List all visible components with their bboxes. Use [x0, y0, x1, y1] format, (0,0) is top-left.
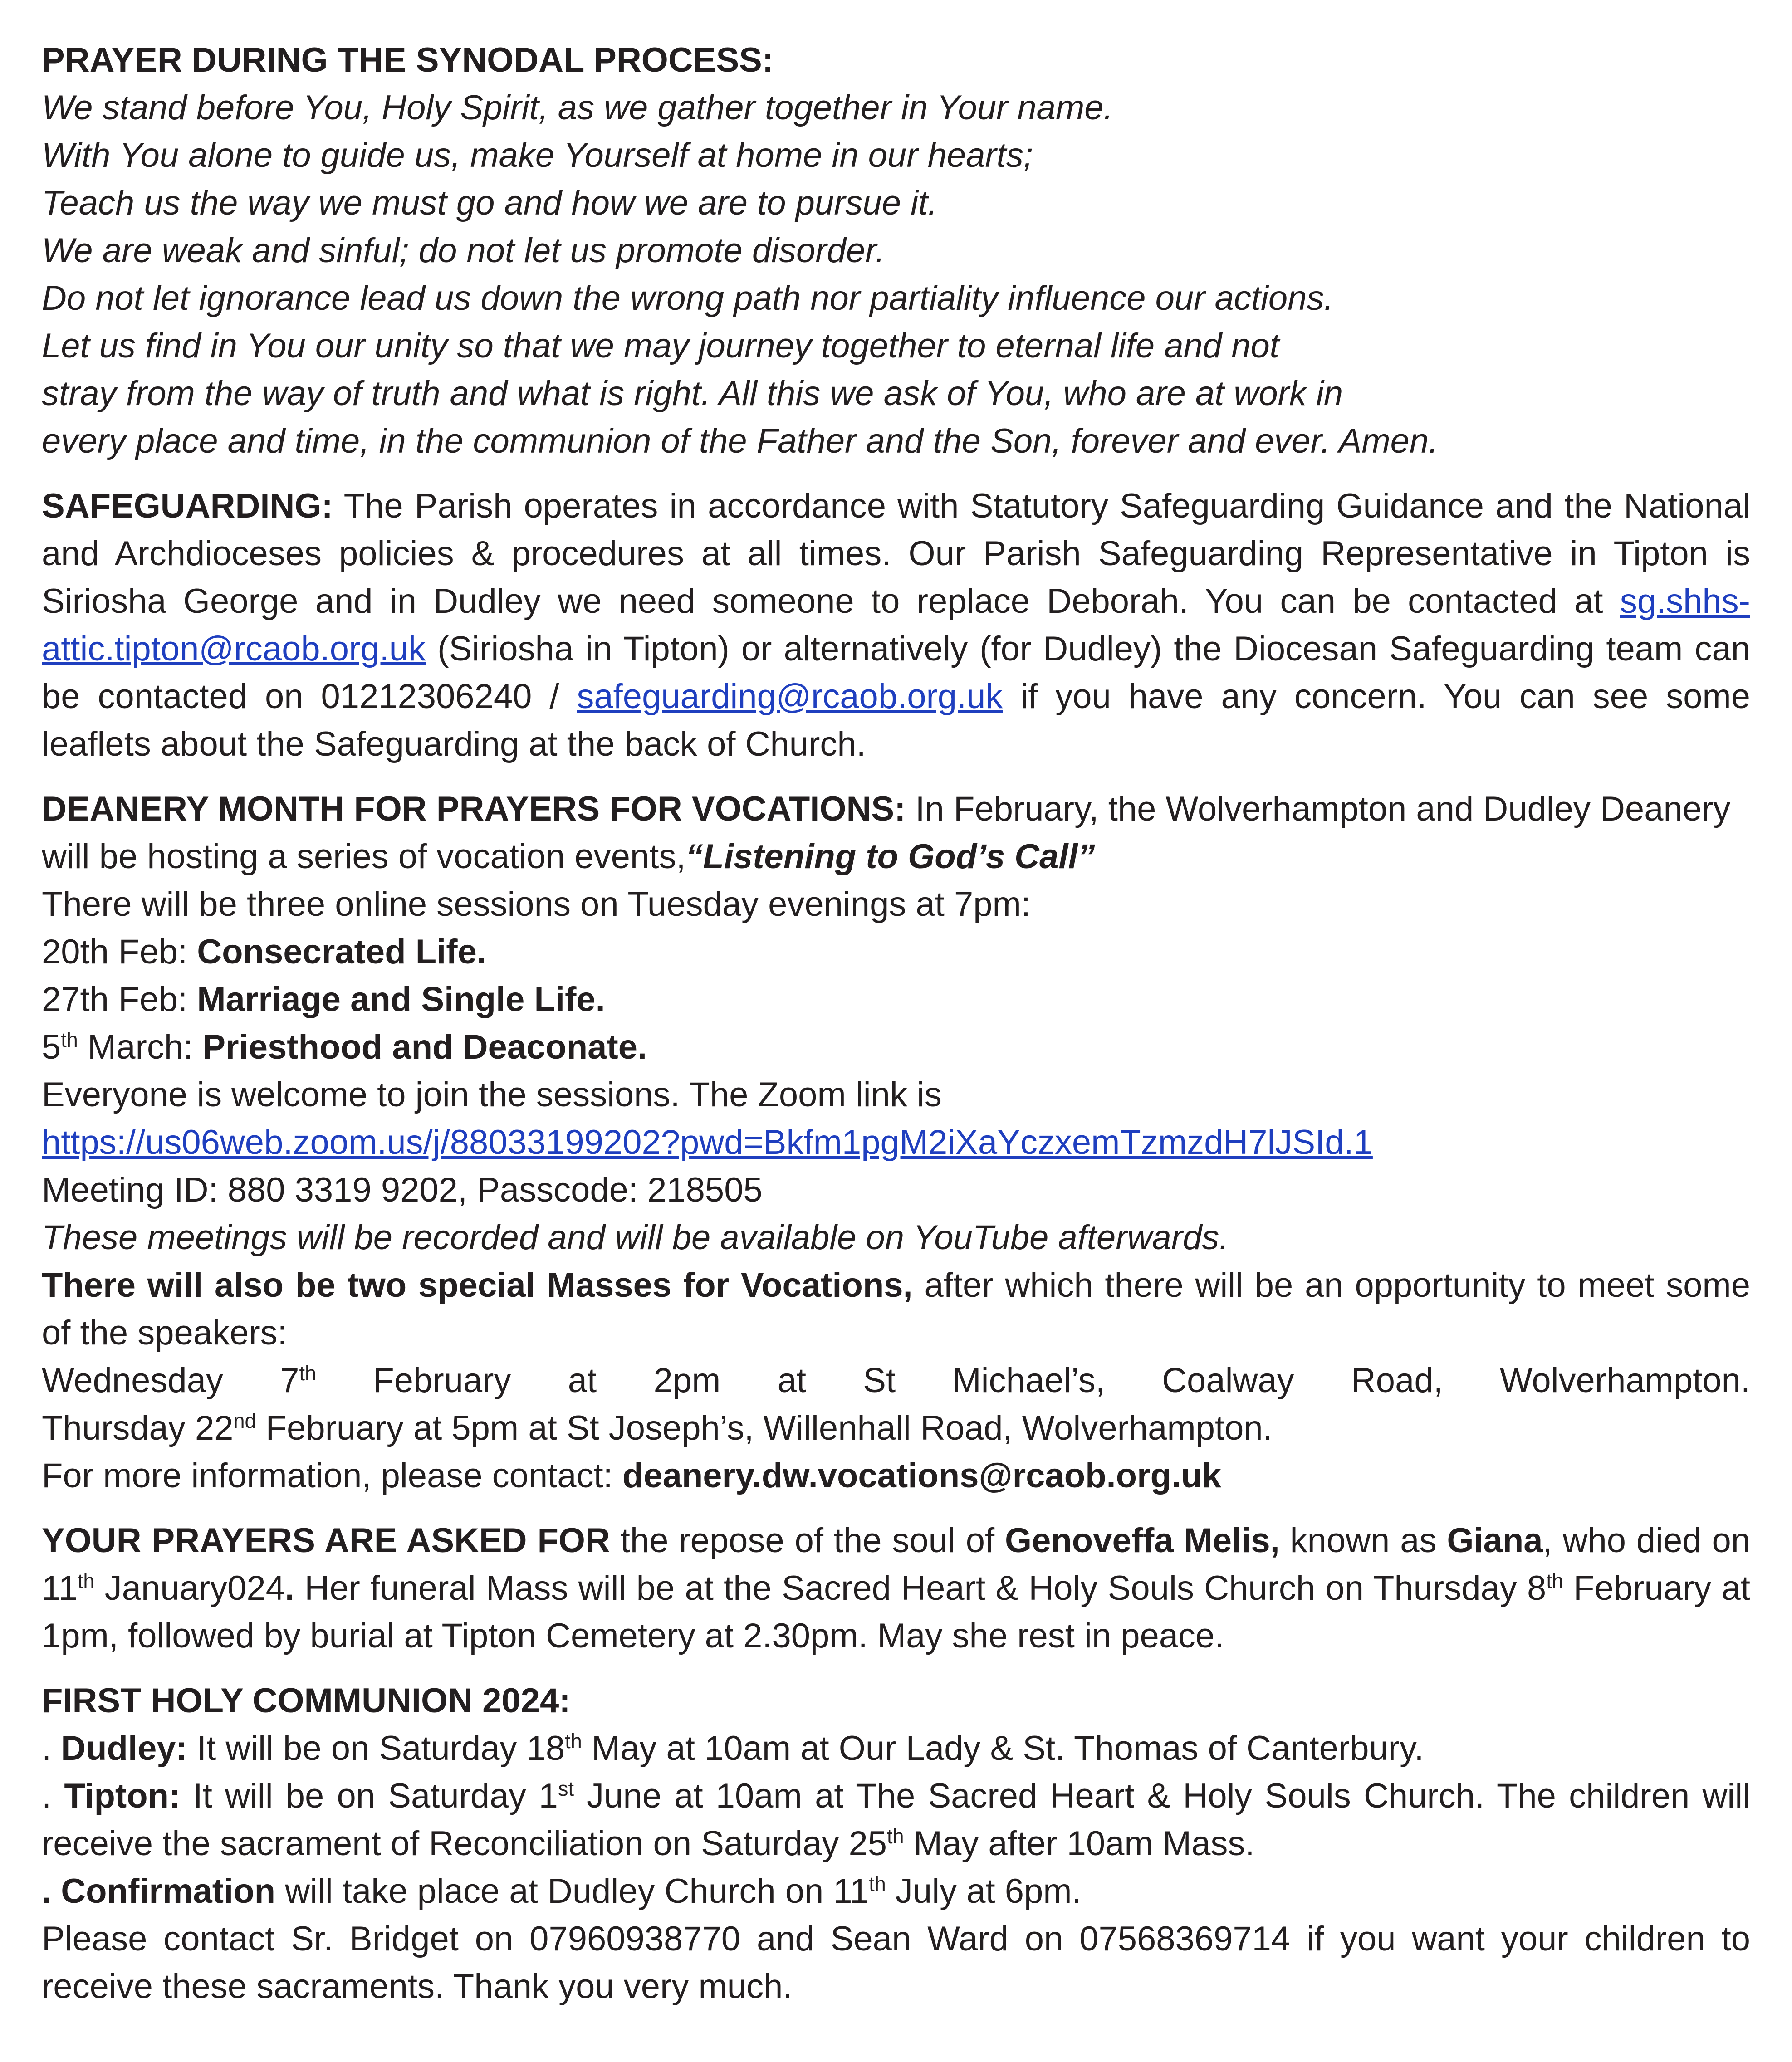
prayers-text: , who died on 11 [42, 1521, 1750, 1608]
prayer-line: every place and time, in the communion of the Father and the Son, forever and ever. Amen. [42, 422, 1439, 460]
bullet: . [42, 1872, 61, 1911]
bullet: . [42, 1777, 64, 1815]
ordinal-suffix: th [869, 1872, 886, 1896]
safeguarding-heading: SAFEGUARDING: [42, 487, 333, 525]
prayer-line: With You alone to guide us, make Yourself at home in our hearts; [42, 136, 1033, 175]
prayers-text: . [284, 1569, 295, 1608]
session-item [42, 928, 1750, 976]
deceased-name: Genoveffa Melis, [1004, 1521, 1280, 1560]
safeguarding-text: if you have any concern. You can see some leaflets about the Safeguarding at the back of Church. [42, 677, 1750, 763]
deceased-nickname: Giana [1447, 1521, 1543, 1560]
session-date: 20th Feb: [42, 933, 197, 971]
safeguarding-tipton-email-link[interactable]: sg.shhs-attic.tipton@rcaob.org.uk [42, 582, 1750, 668]
synodal-prayer-section [42, 36, 1750, 465]
welcome-text: Everyone is welcome to join the sessions. The Zoom link is [42, 1075, 942, 1114]
mass-details: February at 5pm at St Joseph’s, Willenhall Road, Wolverhampton. [256, 1409, 1273, 1447]
communion-text: May at 10am at Our Lady & St. Thomas of Canterbury. [582, 1729, 1424, 1768]
masses-paragraph [42, 1261, 1750, 1357]
vocations-section [42, 785, 1750, 1500]
session-date: 27th Feb: [42, 980, 197, 1019]
ordinal-suffix: th [299, 1362, 317, 1385]
vocations-intro-line [42, 785, 1750, 833]
safeguarding-text: (Siriosha in Tipton) or alternatively (for Dudley) the Diocesan Safeguarding team can be contacted on 01212306240 / [42, 630, 1750, 716]
zoom-link[interactable]: https://us06web.zoom.us/j/88033199202?pwd=Bkfm1pgM2iXaYczxemTzmzdH7lJSId.1 [42, 1123, 1373, 1162]
ordinal-suffix: nd [233, 1409, 256, 1432]
communion-text: July at 6pm. [886, 1872, 1082, 1911]
vocations-intro: In February, the Wolverhampton and Dudley Deanery [906, 790, 1731, 828]
communion-tipton [42, 1772, 1750, 1867]
ordinal-suffix: th [61, 1028, 78, 1051]
session-date: March: [78, 1028, 203, 1066]
communion-confirmation [42, 1867, 1750, 1915]
prayers-asked-section [42, 1517, 1750, 1660]
ordinal-suffix: th [77, 1569, 95, 1593]
vocations-heading: DEANERY MONTH FOR PRAYERS FOR VOCATIONS: [42, 790, 906, 828]
vocations-event-title: “Listening to God’s Call” [685, 837, 1095, 876]
session-topic: Priesthood and Deaconate. [202, 1028, 647, 1066]
dudley-label: Dudley: [61, 1729, 187, 1768]
newsletter-column [42, 36, 1750, 2028]
safeguarding-section [42, 482, 1750, 768]
communion-contact: Please contact Sr. Bridget on 07960938770 and Sean Ward on 07568369714 if you want your children to receive these sacraments. Thank you very much. [42, 1920, 1750, 2006]
vocations-intro-line [42, 833, 1750, 880]
prayers-text: January024 [94, 1569, 285, 1608]
communion-heading: FIRST HOLY COMMUNION 2024: [42, 1681, 571, 1720]
prayers-heading: YOUR PRAYERS ARE ASKED FOR [42, 1521, 610, 1560]
ordinal-suffix: th [565, 1730, 582, 1753]
session-topic: Marriage and Single Life. [197, 980, 605, 1019]
prayers-text: Her funeral Mass will be at the Sacred Heart & Holy Souls Church on Thursday 8 [294, 1569, 1547, 1608]
sessions-intro: There will be three online sessions on Tuesday evenings at 7pm: [42, 885, 1031, 924]
vocations-contact [42, 1452, 1750, 1500]
bullet: . [42, 1729, 61, 1768]
prayers-text: February at 1pm, followed by burial at Tipton Cemetery at 2.30pm. May she rest in peace. [42, 1569, 1750, 1655]
prayers-text: the repose of the soul of [610, 1521, 1005, 1560]
prayer-line: Teach us the way we must go and how we are to pursue it. [42, 184, 938, 222]
prayer-line: We stand before You, Holy Spirit, as we gather together in Your name. [42, 88, 1113, 127]
safeguarding-text: The Parish operates in accordance with Statutory Safeguarding Guidance and the National and Archdioceses policies & procedures at all times. Our Parish Safeguarding Representative in Tipton is Siriosha George and in Dudley we need someone to replace Deborah. You can be contacted at [42, 487, 1750, 621]
contact-text: For more information, please contact: [42, 1456, 622, 1495]
session-item [42, 1023, 1750, 1071]
masses-heading: There will also be two special Masses for Vocations, [42, 1266, 913, 1305]
session-date: 5 [42, 1028, 61, 1066]
prayer-line: We are weak and sinful; do not let us promote disorder. [42, 231, 885, 270]
prayer-line: Do not let ignorance lead us down the wrong path nor partiality influence our actions. [42, 279, 1334, 318]
session-item [42, 976, 1750, 1023]
communion-text: June at 10am at The Sacred Heart & Holy Souls Church. The children will receive the sacrament of Reconciliation on Saturday 25 [42, 1777, 1751, 1863]
safeguarding-diocese-email-link[interactable]: safeguarding@rcaob.org.uk [577, 677, 1003, 716]
masses-text: after which there will be an opportunity to meet some of the speakers: [42, 1266, 1750, 1352]
vocations-intro: will be hosting a series of vocation events, [42, 837, 686, 876]
mass-item [42, 1404, 1750, 1452]
communion-text: May after 10am Mass. [904, 1824, 1255, 1863]
prayer-line: stray from the way of truth and what is right. All this we ask of You, who are at work in [42, 374, 1343, 413]
communion-text: It will be on Saturday 18 [187, 1729, 565, 1768]
mass-item [42, 1357, 1750, 1404]
mass-date: Thursday 22 [42, 1409, 234, 1447]
session-topic: Consecrated Life. [197, 933, 486, 971]
confirmation-label: Confirmation [61, 1872, 276, 1911]
meeting-info: Meeting ID: 880 3319 9202, Passcode: 218505 [42, 1171, 763, 1209]
communion-text: It will be on Saturday 1 [180, 1777, 558, 1815]
prayers-text: known as [1279, 1521, 1447, 1560]
ordinal-suffix: th [887, 1825, 904, 1848]
vocations-contact-email: deanery.dw.vocations@rcaob.org.uk [622, 1456, 1221, 1495]
communion-dudley [42, 1725, 1750, 1772]
mass-details: February at 2pm at St Michael’s, Coalway Road, Wolverhampton. [316, 1361, 1750, 1400]
ordinal-suffix: st [558, 1777, 574, 1800]
prayer-heading: PRAYER DURING THE SYNODAL PROCESS: [42, 41, 774, 79]
tipton-label: Tipton: [64, 1777, 181, 1815]
prayer-line: Let us find in You our unity so that we may journey together to eternal life and not [42, 327, 1279, 365]
mass-date: Wednesday 7 [42, 1361, 299, 1400]
communion-section [42, 1677, 1750, 2010]
recorded-note: These meetings will be recorded and will be available on YouTube afterwards. [42, 1218, 1229, 1257]
communion-text: will take place at Dudley Church on 11 [275, 1872, 869, 1911]
ordinal-suffix: th [1546, 1569, 1563, 1593]
